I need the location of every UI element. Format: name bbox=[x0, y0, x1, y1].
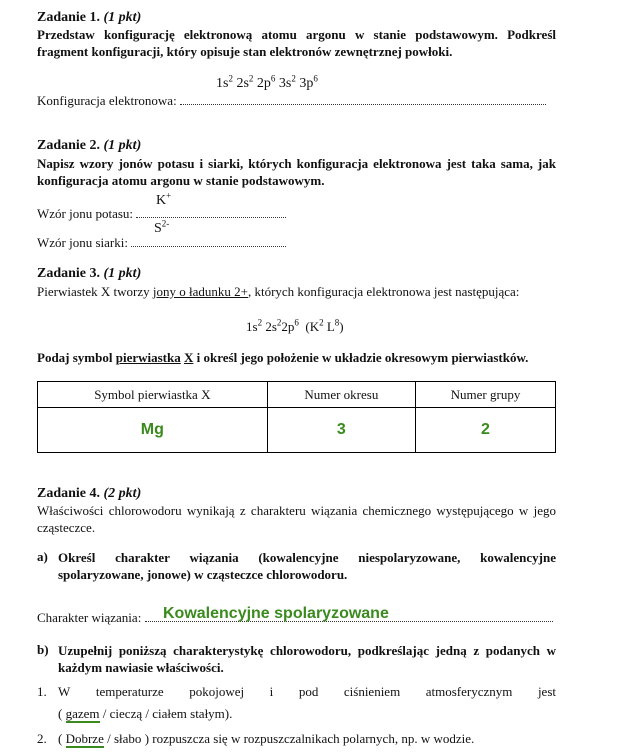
option-dobrze[interactable]: Dobrze bbox=[65, 731, 104, 746]
z4-item1-line: W temperaturze pokojowej i pod ciśnieniem atmosferycznym jest bbox=[58, 684, 556, 699]
z2-instruction: Napisz wzory jonów potasu i siarki, których konfiguracja elektronowa jest taka sama, jak konfiguracja atomu argonu w stanie podstawowym. bbox=[37, 156, 556, 188]
z1-instruction: Przedstaw konfigurację elektronową atomu argonu w stanie podstawowym. Podkreśl fragment konfiguracji, który opisuje stan elektronów zewnętrznej powłoki. bbox=[37, 27, 556, 59]
option-slabo[interactable]: słabo bbox=[113, 731, 142, 746]
table-answer-row bbox=[38, 408, 556, 453]
z4-title-points: (2 pkt) bbox=[103, 486, 142, 501]
z4-a-marker: a) bbox=[37, 549, 48, 564]
z1-part-3: $2p^6$ bbox=[256, 73, 276, 91]
z3-intro-underlined: jony o ładunku 2+ bbox=[152, 284, 248, 299]
z3-intro: Pierwiastek X tworzy jony o ładunku 2+, których konfiguracja elektronowa jest następująca: bbox=[37, 284, 520, 299]
z4-intro: Właściwości chlorowodoru wynikają z charakteru wiązania chemicznego występującego w jego cząsteczce. bbox=[37, 503, 556, 535]
z1-title-prefix: Zadanie 1. bbox=[37, 10, 101, 25]
answer-symbol[interactable]: Mg bbox=[38, 408, 268, 453]
z3-title-prefix: Zadanie 3. bbox=[37, 266, 101, 281]
header-symbol: Symbol pierwiastka X bbox=[38, 382, 268, 408]
z4-charakter-label: Charakter wiązania: bbox=[37, 610, 142, 625]
option-gazem[interactable]: gazem bbox=[65, 706, 100, 721]
answer-grupa[interactable]: 2 bbox=[416, 408, 556, 453]
z4-b-text: Uzupełnij poniższą charakterystykę chlorowodoru, podkreślając jedną z podanych w każdym nawiasie właściwości. bbox=[58, 643, 556, 675]
z3-question-underlined-2: X bbox=[183, 350, 194, 365]
header-grupa: Numer grupy bbox=[416, 382, 556, 408]
z4-title bbox=[37, 486, 141, 502]
z3-title bbox=[37, 266, 141, 282]
z4-title-prefix: Zadanie 4. bbox=[37, 486, 101, 501]
z1-part-1: $1s^2$ bbox=[216, 73, 233, 91]
z4-item1-options: ( gazem / cieczą / ciałem stałym). bbox=[58, 706, 233, 721]
z1-answer bbox=[216, 73, 318, 92]
z2-siarka-row bbox=[37, 234, 286, 251]
z2-title bbox=[37, 138, 141, 154]
z4-item2-num: 2. bbox=[37, 731, 47, 746]
z3-title-points: (1 pkt) bbox=[103, 266, 142, 281]
header-okres: Numer okresu bbox=[267, 382, 415, 408]
z1-part-5: $3p^6$ bbox=[299, 73, 318, 91]
z4-charakter-answer[interactable]: Kowalencyjne spolaryzowane bbox=[163, 605, 389, 622]
z3-question: Podaj symbol pierwiastka X i określ jego położenie w układzie okresowym pierwiastków. bbox=[37, 350, 529, 365]
z4-item2-line: ( Dobrze / słabo ) rozpuszcza się w rozpuszczalnikach polarnych, np. w wodzie. bbox=[58, 731, 475, 746]
z2-potas-dotted-line[interactable] bbox=[136, 205, 286, 218]
z4-item1-num: 1. bbox=[37, 684, 47, 699]
option-ciecza[interactable]: cieczą bbox=[109, 706, 143, 721]
z1-part-2: $2s^2$ bbox=[236, 73, 254, 91]
z2-potas-answer: K+ bbox=[156, 190, 172, 208]
z3-configuration: $1s^2$ $2s^22p^6$ ($K^2$ $L^8$) bbox=[246, 317, 344, 334]
z4-b-marker: b) bbox=[37, 642, 49, 657]
z1-answer-line bbox=[37, 92, 546, 109]
z2-potas-label: Wzór jonu potasu: bbox=[37, 206, 134, 221]
z2-siarka-answer: $S^{2-}$ bbox=[154, 218, 170, 236]
z1-label: Konfiguracja elektronowa: bbox=[37, 93, 177, 108]
z2-siarka-dotted-line[interactable] bbox=[131, 234, 286, 247]
z3-answer-table bbox=[37, 381, 556, 453]
z1-title-points: (1 pkt) bbox=[103, 10, 142, 25]
z1-title bbox=[37, 10, 141, 26]
z2-siarka-label: Wzór jonu siarki: bbox=[37, 235, 128, 250]
z2-title-points: (1 pkt) bbox=[103, 138, 142, 153]
z2-title-prefix: Zadanie 2. bbox=[37, 138, 101, 153]
option-cialem-stalym[interactable]: ciałem stałym). bbox=[152, 706, 233, 721]
z1-part-4: $3s^2$ bbox=[278, 73, 296, 91]
table-header-row bbox=[38, 382, 556, 408]
z4-a-text: Określ charakter wiązania (kowalencyjne niespolaryzowane, kowalencyjne spolaryzowane, jonowe) w cząsteczce chlorowodoru. bbox=[58, 550, 556, 582]
z1-dotted-line[interactable] bbox=[180, 92, 546, 105]
z3-question-underlined-1: pierwiastka bbox=[115, 350, 181, 365]
answer-okres[interactable]: 3 bbox=[267, 408, 415, 453]
